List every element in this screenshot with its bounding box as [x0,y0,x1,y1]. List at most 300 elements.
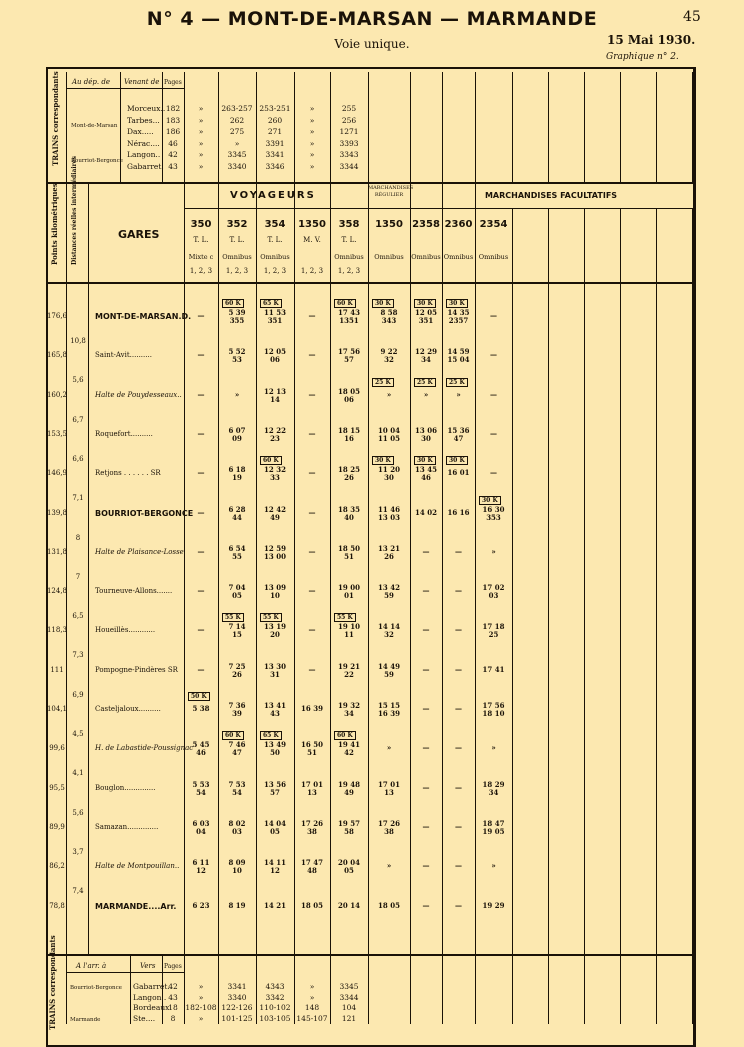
time-cell [368,663,410,679]
time-value: 15 36 [447,425,470,435]
corr-train-ref: 3393 [339,138,359,148]
header-column-rule [475,182,476,208]
column-rule [692,208,693,282]
bottom-page: 43 [168,992,178,1002]
corr-train-ref: » [198,161,204,171]
time-value: — [490,311,497,320]
corr-train-ref: 3346 [265,161,285,171]
corr-header-rule [66,88,184,89]
time-value: 17 47 [301,858,323,868]
time-value: 59 [384,669,394,679]
corr-page: 43 [168,161,178,171]
time-cell [368,781,410,797]
time-cell [218,902,256,910]
time-value: 7 53 [228,779,246,789]
time-value: 11 [344,630,354,640]
time-value: 353 [486,512,501,522]
time-cell [475,506,512,522]
time-cell [218,391,256,399]
segment-distance: 7 [75,572,81,581]
time-cell [330,309,368,325]
corr-origin-station: Tarbes... [127,115,160,125]
time-value: 6 23 [192,900,210,910]
time-cell [184,351,218,359]
time-value: 30 [384,473,394,483]
header-column-rule [184,182,185,208]
tonnage-box: 65 K [260,299,282,308]
time-value: — [455,546,462,556]
time-value: — [455,743,462,753]
time-value: 19 41 [338,740,360,750]
time-value: 06 [344,394,354,404]
column-rule [584,954,585,1024]
column-rule [368,182,369,208]
train-number: 352 [226,219,248,230]
time-cell [184,312,218,320]
time-value: — [197,586,205,596]
column-rule [256,282,257,954]
time-value: — [455,861,462,871]
time-value: 19 00 [338,583,360,593]
time-value: 2357 [448,316,469,325]
time-cell [368,584,410,600]
column-rule [656,282,657,954]
time-value: 01 [344,591,354,601]
corr-train-ref: » [309,127,315,136]
time-value: 30 [421,433,431,443]
time-value: 16 30 [482,504,505,514]
time-cell [218,663,256,679]
station-name: MONT-DE-MARSAN.D. [95,312,192,321]
corr-page: 42 [168,150,178,159]
bottom-train-ref: 3345 [339,982,359,991]
segment-distance: 10,8 [70,337,86,345]
station-name: Halte de Montpouillan.. [95,862,180,871]
time-value: 10 [270,591,280,601]
time-value: 16 [344,433,354,443]
time-cell [184,859,218,875]
bottom-destination-station: Langon.. [133,992,167,1002]
time-value: 11 53 [264,308,286,317]
segment-distance: 3,7 [72,847,84,856]
time-cell [410,666,442,674]
header-column-rule [218,182,219,208]
corr-train-ref: » [309,115,315,125]
time-cell [294,351,330,359]
station-name: Pompogne-Pindères SR [95,665,178,674]
time-cell [256,309,294,325]
time-value: 6 28 [228,504,246,514]
time-value: 11 20 [378,465,400,475]
km-point: 160,2 [46,390,68,399]
time-value: 13 56 [264,779,286,789]
time-cell [475,584,512,600]
time-value: 16 16 [447,507,470,517]
marchandises-reg-header: MARCHANDISES RÉGULIER [368,185,414,198]
time-cell [256,348,294,364]
time-value: 8 02 [228,818,246,828]
time-cell [410,626,442,634]
column-rule [620,72,621,182]
time-cell [442,902,475,910]
time-value: 18 05 [301,900,323,910]
time-cell [368,702,410,718]
train-kind: Omnibus [443,253,474,261]
time-value: 10 04 [378,425,400,435]
bottom-train-ref: 122-126 [221,1003,253,1012]
time-value: 8 58 [380,308,398,317]
corr-train-ref: » [234,138,240,148]
bottom-train-ref: 3342 [265,992,285,1002]
time-value: 26 [384,551,394,561]
time-value: » [423,389,429,399]
time-value: — [197,664,205,674]
station-name: BOURRIOT-BERGONCE [95,508,194,518]
segment-distance: 7,3 [72,651,84,660]
time-value: 12 42 [264,504,286,514]
time-cell [256,859,294,875]
timetable-date: 15 Mai 1930. [607,33,696,47]
time-value: — [422,900,430,910]
corr-origin-station: Gabarret. [127,161,164,171]
train-classes: 1, 2, 3 [189,267,213,275]
time-value: 6 03 [192,818,210,828]
time-cell [330,506,368,522]
time-value: 18 29 [482,779,505,789]
heading-rule [184,208,694,209]
time-cell [184,666,218,674]
time-value: 14 [270,394,280,404]
time-value: — [308,389,316,399]
time-value: — [197,350,205,360]
time-value: 48 [307,866,317,876]
time-value: 7 14 [228,622,246,632]
corr-train-ref: » [198,150,204,159]
column-rule [410,954,411,1024]
corr-train-ref: » [198,115,204,125]
bottom-header-rule [66,972,184,973]
time-value: » [386,389,392,399]
time-cell [218,506,256,522]
time-value: — [197,468,205,478]
time-value: 12 [270,866,280,876]
time-cell [256,506,294,522]
corr-train-ref: 3344 [339,161,359,171]
bottom-section-rule [48,954,694,956]
train-kind: Omnibus [260,253,290,261]
time-cell [442,427,475,443]
column-rule [184,282,185,954]
corr-group-label: Bourriot-Bergonce [71,157,123,164]
time-value: — [455,782,462,792]
train-type: T. L. [267,236,283,244]
column-rule [512,282,513,954]
corr-pages-header: Pages [164,79,182,86]
column-rule [620,208,621,282]
time-value: — [197,428,205,438]
time-value: » [386,743,392,753]
time-value: 53 [232,355,242,365]
voyageurs-header: VOYAGEURS [230,190,316,201]
time-value: — [455,586,462,596]
column-rule [656,954,657,1024]
time-cell [330,623,368,639]
km-point: 118,3 [46,626,68,635]
time-cell [256,427,294,443]
km-point: 176,6 [46,312,68,320]
time-value: 44 [232,512,242,522]
tonnage-box: 30 K [446,299,468,308]
km-point: 78,8 [49,901,65,910]
column-rule [584,282,585,954]
column-rule [330,282,331,954]
time-value: 05 [344,866,354,876]
time-cell [368,623,410,639]
time-value: 33 [270,473,280,483]
column-rule [512,954,513,1024]
column-rule [368,282,369,954]
time-value: 47 [453,433,464,443]
time-value: » [491,861,496,871]
header-column-rule [256,182,257,208]
bottom-train-ref: 145-107 [296,1013,328,1023]
train-classes: 1, 2, 3 [337,267,361,275]
column-rule [66,954,67,1024]
corr-page: 186 [165,127,181,136]
train-number: 2358 [412,219,440,230]
time-value: 17 02 [482,583,505,593]
bottom-train-ref: 148 [304,1003,320,1012]
time-cell [218,545,256,561]
time-value: 19 10 [338,622,360,632]
time-value: 12 [196,866,206,876]
time-value: 57 [270,787,280,797]
distances-header: Distances réelles intermédiaires [71,155,78,265]
train-number: 1350 [298,219,326,230]
time-cell [330,584,368,600]
train-number: 1350 [375,219,403,230]
bottom-train-ref: 101-125 [221,1013,253,1023]
time-value: 18 47 [482,818,505,828]
header-column-rule [442,182,443,208]
time-value: 18 05 [338,386,360,396]
time-value: — [422,743,430,753]
station-name: Tourneuve-Allons....... [95,587,173,596]
km-point: 146,9 [46,469,68,478]
time-value: — [308,311,316,320]
time-cell [294,391,330,399]
time-value: 13 [307,787,317,797]
time-cell [330,702,368,718]
time-value: 12 32 [264,465,286,475]
time-value: — [422,586,430,596]
time-value: 19 29 [482,900,505,910]
segment-distance: 7,4 [72,887,84,896]
time-cell [410,862,442,870]
column-rule [656,208,657,282]
time-value: 26 [344,473,354,483]
time-value: 17 56 [482,701,505,710]
tonnage-box: 55 K [260,613,282,622]
time-value: 17 41 [482,664,505,674]
time-cell [410,427,442,443]
time-cell [410,784,442,792]
time-cell [330,902,368,910]
time-value: 17 43 [338,308,360,317]
time-value: 19 57 [338,818,360,828]
corr-train-ref: 255 [341,104,357,113]
time-value: — [197,507,205,517]
time-value: 14 35 [447,308,470,317]
column-rule [692,954,693,1024]
time-cell [368,309,410,325]
time-value: 49 [344,787,354,797]
time-value: 09 [232,433,242,443]
time-value: 19 [232,473,242,483]
time-cell [410,309,442,325]
time-value: 20 [270,630,280,640]
time-value: 14 04 [264,818,286,828]
corr-train-ref: 3343 [339,150,359,159]
time-value: 51 [344,551,354,561]
time-cell [184,820,218,836]
time-value: 5 52 [228,347,246,357]
corr-train-ref: 253-251 [259,104,291,113]
time-value: 351 [418,316,434,325]
time-value: 15 04 [447,355,470,365]
time-value: 13 19 [264,622,286,632]
corr-origin-station: Langon.. [127,150,161,159]
corr-train-ref: 3391 [265,138,285,148]
time-value: » [234,389,240,399]
time-cell [368,348,410,364]
tonnage-box: 60 K [334,731,356,740]
time-value: 7 46 [228,740,246,750]
points-km-header: Points kilométriques [50,183,59,265]
time-cell [218,309,256,325]
time-cell [330,466,368,482]
time-value: 17 01 [301,779,323,789]
time-cell [475,351,512,359]
column-rule [692,72,693,182]
time-value: 8 19 [228,900,246,910]
time-value: — [455,704,462,713]
tonnage-box: 30 K [372,456,394,465]
time-value: 13 21 [378,543,400,553]
column-rule [548,72,549,182]
time-cell [368,466,410,482]
segment-distance: 6,9 [72,690,84,699]
time-cell [475,862,512,870]
time-value: 15 [232,630,242,640]
time-value: 16 50 [301,740,323,750]
subtitle: Voie unique. [334,37,410,51]
time-cell [184,587,218,595]
column-rule [442,954,443,1024]
time-cell [475,666,512,674]
column-rule [475,72,476,182]
tonnage-box: 30 K [414,299,436,308]
train-number: 350 [190,219,212,230]
time-value: 18 10 [482,709,505,718]
train-type: T. L. [229,236,245,244]
bottom-pages-header: Pages [164,963,182,970]
station-name: Roquefort.......... [95,429,153,438]
time-cell [218,702,256,718]
time-cell [442,823,475,831]
train-classes: 1, 2, 3 [225,267,249,275]
station-name: Retjons . . . . . . SR [95,469,161,478]
time-value: — [490,468,497,478]
time-value: 13 06 [415,425,437,435]
column-rule [88,282,89,954]
time-cell [442,862,475,870]
corr-train-ref: » [309,150,315,159]
time-value: 5 45 [192,740,210,750]
time-value: 18 05 [378,900,400,910]
time-value: 59 [384,591,394,601]
time-value: 18 50 [338,543,360,553]
time-cell [410,548,442,556]
corr-train-ref: » [198,138,204,148]
time-cell [475,902,512,910]
time-value: 54 [232,787,242,797]
time-cell [184,781,218,797]
train-kind: Mixte c [188,253,214,261]
column-rule [120,72,121,182]
station-name: Halte de Pouydesseaux.. [95,390,182,399]
time-cell [410,705,442,713]
tonnage-box: 30 K [414,456,436,465]
time-value: 13 00 [264,551,286,561]
column-rule [692,282,693,954]
time-cell [330,741,368,757]
time-value: 23 [270,433,280,443]
bottom-train-ref: » [198,992,204,1002]
time-cell [256,902,294,910]
time-value: 14 59 [447,347,470,357]
tonnage-box: 30 K [479,496,501,505]
time-value: 6 18 [228,465,246,475]
time-cell [330,663,368,679]
time-cell [184,509,218,517]
time-value: — [422,821,430,831]
bottom-train-ref: 121 [341,1013,357,1023]
time-value: 05 [270,826,280,836]
column-rule [475,282,476,954]
time-cell [294,312,330,320]
time-cell [294,666,330,674]
corr-page: 46 [168,138,178,148]
train-classes: 1, 2, 3 [300,267,324,275]
time-value: 13 30 [264,661,286,671]
time-cell [475,312,512,320]
column-rule [66,182,67,282]
time-value: — [455,625,462,635]
time-cell [294,469,330,477]
train-kind: Omnibus [478,253,509,261]
time-cell [256,781,294,797]
time-cell [475,781,512,797]
time-cell [410,902,442,910]
time-value: 43 [270,709,280,718]
train-classes: 1, 2, 3 [263,267,287,275]
station-name: Casteljaloux.......... [95,705,161,713]
time-value: — [308,468,316,478]
station-name: Halte de Plaisance-Losse [95,547,184,556]
time-cell [256,702,294,718]
time-value: 34 [488,787,499,797]
